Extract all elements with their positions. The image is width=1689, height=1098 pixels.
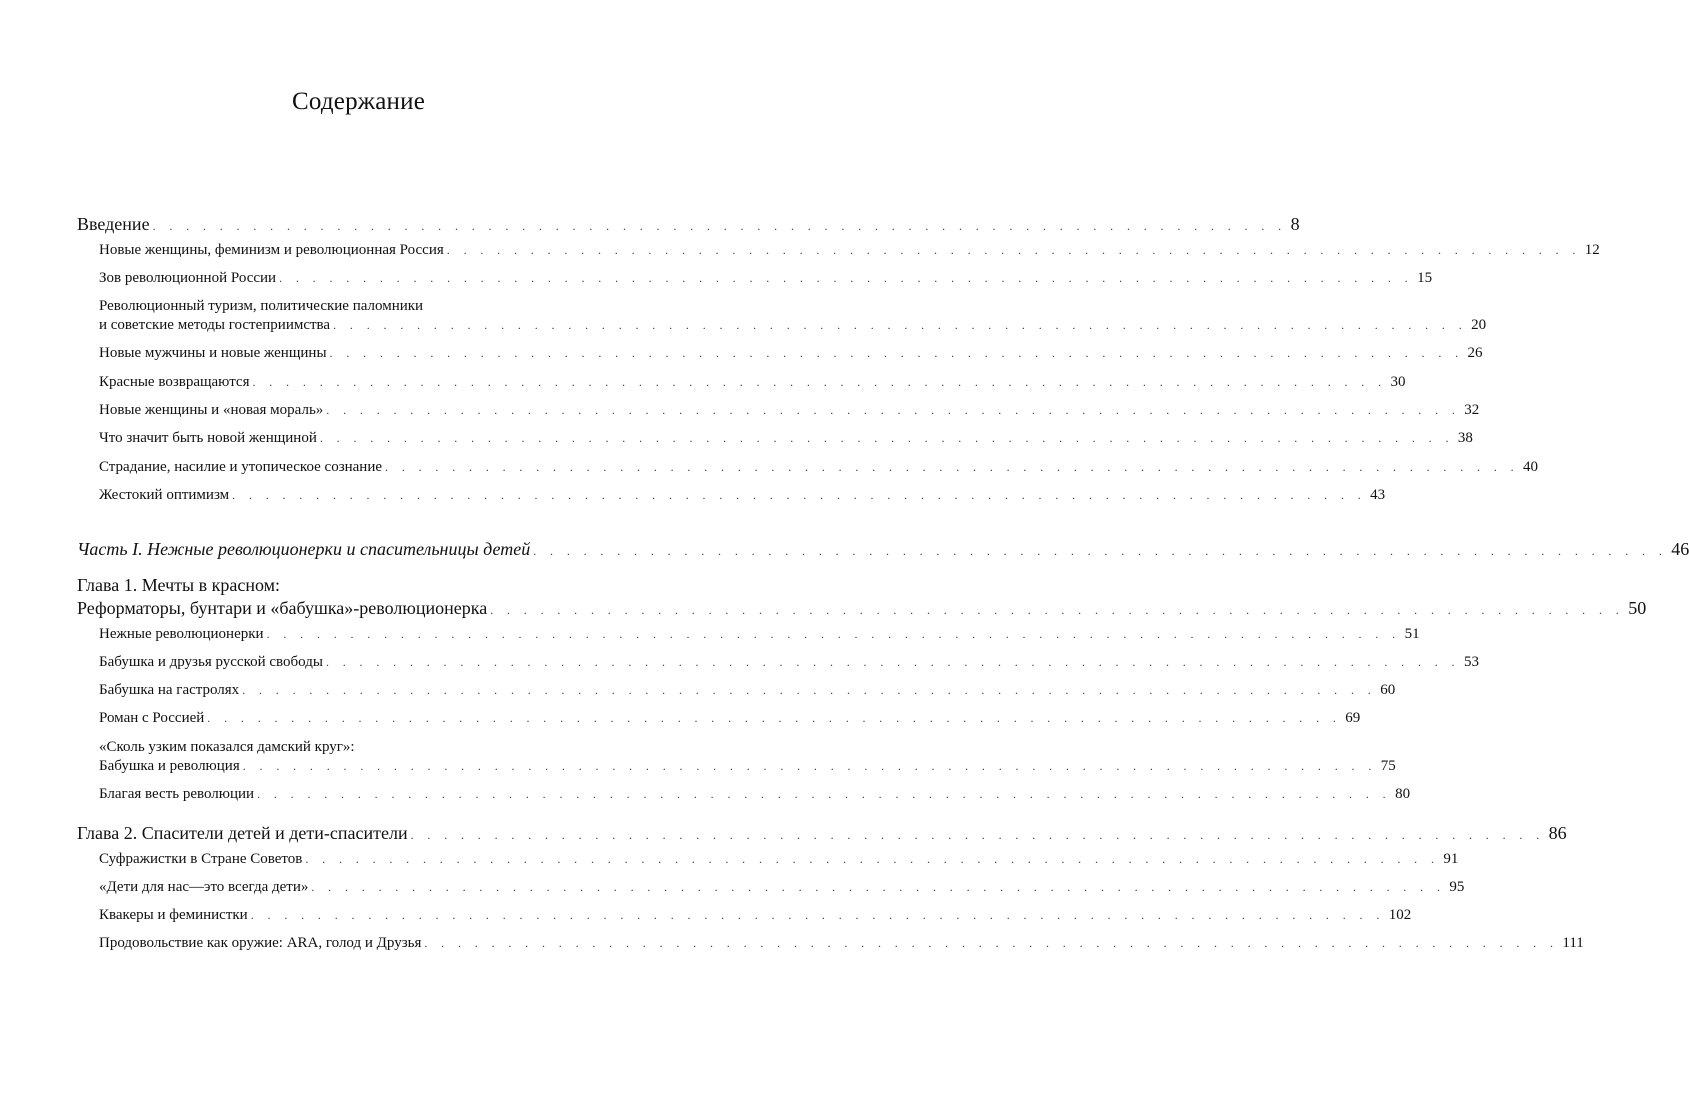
toc-entry-page: 53 (1463, 654, 1479, 670)
dot-leader: . . . . . . . . . . . . . . . . . . . . . . . . . . . . . . . . . . . . . . . . . . . . . . . . . . . . . . . . . . . . . . . . . . . . (424, 936, 1559, 950)
dot-leader: . . . . . . . . . . . . . . . . . . . . . . . . . . . . . . . . . . . . . . . . . . . . . . . . . . . . . . . . . . . . . . . . . . . . (329, 346, 1464, 360)
toc-entry-title: Квакеры и феминистки (99, 907, 248, 923)
toc-entry-page: 15 (1417, 270, 1433, 286)
toc-entry-title: Бабушка и друзья русской свободы (99, 654, 323, 670)
toc-entry-page: 20 (1471, 317, 1487, 333)
page-title: Содержание (292, 88, 425, 115)
toc-entry (99, 710, 1361, 727)
dot-leader: . . . . . . . . . . . . . . . . . . . . . . . . . . . . . . . . . . . . . . . . . . . . . . . . . . . . . . . . . . . . . . . . . . . . (410, 828, 1545, 842)
toc-entry-title: Часть I. Нежные революционерки и спасительницы детей (77, 539, 531, 559)
toc-entry (99, 935, 1584, 952)
toc-entry-page: 75 (1380, 758, 1396, 774)
toc-entry-page: 102 (1388, 907, 1412, 923)
toc-entry-title: «Дети для нас—это всегда дети» (99, 879, 309, 895)
dot-leader: . . . . . . . . . . . . . . . . . . . . . . . . . . . . . . . . . . . . . . . . . . . . . . . . . . . . . . . . . . . . . . . . . . . . (257, 787, 1392, 801)
toc-entry-page: 111 (1562, 935, 1584, 951)
toc-entry-title: Страдание, насилие и утопическое сознание (99, 459, 383, 475)
dot-leader: . . . . . . . . . . . . . . . . . . . . . . . . . . . . . . . . . . . . . . . . . . . . . . . . . . . . . . . . . . . . . . . . . . . . (325, 655, 1460, 669)
toc-entry (99, 345, 1483, 362)
toc-entry-title: Введение (77, 214, 150, 234)
dot-leader: . . . . . . . . . . . . . . . . . . . . . . . . . . . . . . . . . . . . . . . . . . . . . . . . . . . . . . . . . . . . . . . . . . . . (326, 403, 1461, 417)
dot-leader: . . . . . . . . . . . . . . . . . . . . . . . . . . . . . . . . . . . . . . . . . . . . . . . . . . . . . . . . . . . . . . . . . . . . (305, 852, 1440, 866)
toc-entry-title: Красные возвращаются (99, 374, 250, 390)
toc-entry (99, 879, 1465, 896)
toc-entry (99, 758, 1396, 775)
toc-entry-page: 40 (1523, 459, 1539, 475)
toc-entry (99, 317, 1487, 334)
toc-entry-page: 95 (1449, 879, 1465, 895)
toc-entry (99, 402, 1480, 419)
toc-entry (99, 626, 1420, 643)
toc-entry-title: Роман с Россией (99, 710, 205, 726)
dot-leader: . . . . . . . . . . . . . . . . . . . . . . . . . . . . . . . . . . . . . . . . . . . . . . . . . . . . . . . . . . . . . . . . . . . . (311, 880, 1446, 894)
dot-leader: . . . . . . . . . . . . . . . . . . . . . . . . . . . . . . . . . . . . . . . . . . . . . . . . . . . . . . . . . . . . . . . . . . . . (333, 318, 1468, 332)
toc-entry (99, 786, 1411, 803)
toc-entry-title: Жестокий оптимизм (99, 487, 230, 503)
toc-entry-title-line1: Революционный туризм, политические паломники (99, 298, 424, 314)
dot-leader: . . . . . . . . . . . . . . . . . . . . . . . . . . . . . . . . . . . . . . . . . . . . . . . . . . . . . . . . . . . . . . . . . . . . (319, 431, 1454, 445)
toc-entry-page: 43 (1370, 487, 1386, 503)
toc-entry-title: Новые мужчины и новые женщины (99, 345, 327, 361)
toc-entry (99, 654, 1479, 671)
toc-entry (99, 270, 1433, 287)
toc-entry-page: 12 (1584, 242, 1600, 258)
toc-entry-page: 86 (1548, 823, 1567, 843)
dot-leader: . . . . . . . . . . . . . . . . . . . . . . . . . . . . . . . . . . . . . . . . . . . . . . . . . . . . . . . . . . . . . . . . . . . . (446, 243, 1581, 257)
toc-entry-title: Что значит быть новой женщиной (99, 430, 317, 446)
dot-leader: . . . . . . . . . . . . . . . . . . . . . . . . . . . . . . . . . . . . . . . . . . . . . . . . . . . . . . . . . . . . . . . . . . . . (242, 759, 1377, 773)
dot-leader: . . . . . . . . . . . . . . . . . . . . . . . . . . . . . . . . . . . . . . . . . . . . . . . . . . . . . . . . . . . . . . . . . . . . (266, 627, 1401, 641)
toc-entry-page: 80 (1395, 786, 1411, 802)
toc-entry-page: 30 (1390, 374, 1406, 390)
toc-entry-title: Бабушка и революция (99, 758, 240, 774)
toc-entry-title: Новые женщины, феминизм и революционная Россия (99, 242, 444, 258)
toc-entry (99, 907, 1412, 924)
toc-entry-page: 91 (1443, 851, 1459, 867)
toc-entry-title: Продовольствие как оружие: ARA, голод и Друзья (99, 935, 422, 951)
toc-entry-page: 46 (1671, 539, 1689, 559)
dot-leader: . . . . . . . . . . . . . . . . . . . . . . . . . . . . . . . . . . . . . . . . . . . . . . . . . . . . . . . . . . . . . . . . . . . . (385, 460, 1520, 474)
toc-entry-page: 38 (1457, 430, 1473, 446)
dot-leader: . . . . . . . . . . . . . . . . . . . . . . . . . . . . . . . . . . . . . . . . . . . . . . . . . . . . . . . . . . . . . . . . . . . . (152, 219, 1287, 233)
toc-entry-title: Благая весть революции (99, 786, 255, 802)
toc-entry (99, 430, 1473, 447)
toc-entry (99, 374, 1406, 391)
toc-entry-title-line1: «Сколь узким показался дамский круг»: (99, 739, 355, 755)
toc-entry-title: Бабушка на гастролях (99, 682, 240, 698)
dot-leader: . . . . . . . . . . . . . . . . . . . . . . . . . . . . . . . . . . . . . . . . . . . . . . . . . . . . . . . . . . . . . . . . . . . . (279, 271, 1414, 285)
toc-entry-page: 50 (1628, 598, 1647, 618)
toc-entry-title: Новые женщины и «новая мораль» (99, 402, 324, 418)
toc-entry-title: Глава 2. Спасители детей и дети-спасители (77, 823, 408, 843)
toc-entry (99, 487, 1386, 504)
toc-entry-page: 51 (1404, 626, 1420, 642)
dot-leader: . . . . . . . . . . . . . . . . . . . . . . . . . . . . . . . . . . . . . . . . . . . . . . . . . . . . . . . . . . . . . . . . . . . . (250, 908, 1385, 922)
dot-leader: . . . . . . . . . . . . . . . . . . . . . . . . . . . . . . . . . . . . . . . . . . . . . . . . . . . . . . . . . . . . . . . . . . . . (490, 603, 1625, 617)
toc-entry-page: 8 (1290, 214, 1300, 234)
toc-part-entry (77, 539, 1689, 560)
toc-entry (99, 682, 1396, 699)
toc-chapter-entry (77, 823, 1567, 844)
dot-leader: . . . . . . . . . . . . . . . . . . . . . . . . . . . . . . . . . . . . . . . . . . . . . . . . . . . . . . . . . . . . . . . . . . . . (252, 375, 1387, 389)
toc-entry-page: 60 (1380, 682, 1396, 698)
toc-entry-page: 26 (1467, 345, 1483, 361)
dot-leader: . . . . . . . . . . . . . . . . . . . . . . . . . . . . . . . . . . . . . . . . . . . . . . . . . . . . . . . . . . . . . . . . . . . . (232, 488, 1367, 502)
toc-entry-title-line1: Глава 1. Мечты в красном: (77, 575, 281, 595)
toc-entry-title: и советские методы гостеприимства (99, 317, 331, 333)
toc-chapter-entry (77, 598, 1647, 619)
dot-leader: . . . . . . . . . . . . . . . . . . . . . . . . . . . . . . . . . . . . . . . . . . . . . . . . . . . . . . . . . . . . . . . . . . . . (242, 683, 1377, 697)
toc-entry (99, 851, 1459, 868)
toc-entry-title: Нежные революционерки (99, 626, 264, 642)
toc-entry-page: 32 (1464, 402, 1480, 418)
toc-entry-page: 69 (1345, 710, 1361, 726)
dot-leader: . . . . . . . . . . . . . . . . . . . . . . . . . . . . . . . . . . . . . . . . . . . . . . . . . . . . . . . . . . . . . . . . . . . . (207, 711, 1342, 725)
toc-entry-title: Зов революционной России (99, 270, 277, 286)
toc-entry-title: Суфражистки в Стране Советов (99, 851, 303, 867)
toc-entry (77, 214, 1300, 235)
dot-leader: . . . . . . . . . . . . . . . . . . . . . . . . . . . . . . . . . . . . . . . . . . . . . . . . . . . . . . . . . . . . . . . . . . . . (533, 544, 1668, 558)
toc-entry (99, 459, 1539, 476)
toc-entry-title: Реформаторы, бунтари и «бабушка»-революционерка (77, 598, 488, 618)
toc-entry (99, 242, 1600, 259)
